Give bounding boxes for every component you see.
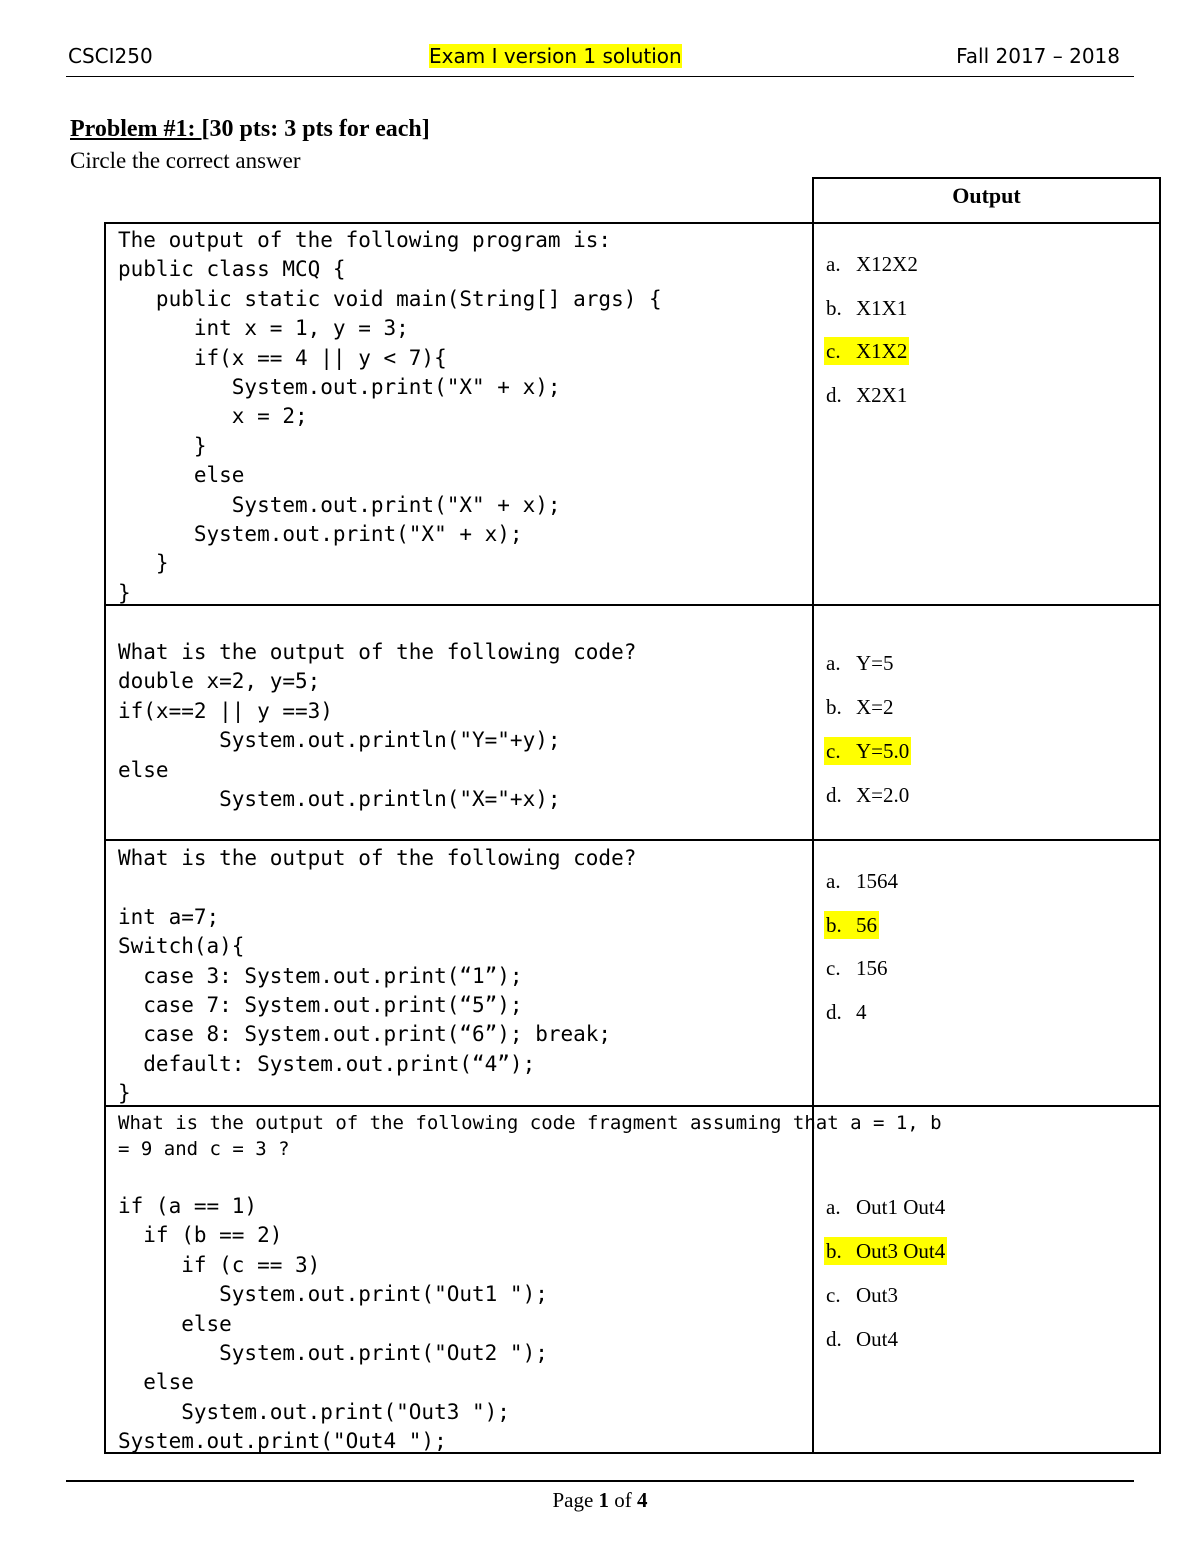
exam-title xyxy=(429,44,682,68)
option-c-correct[interactable]: c. Y=5.0 xyxy=(826,739,910,763)
option-b-correct[interactable]: b. 56 xyxy=(826,913,877,937)
term: Fall 2017 – 2018 xyxy=(956,44,1120,68)
option-c[interactable]: c. Out3 xyxy=(826,1283,898,1307)
option-c[interactable]: c. 156 xyxy=(826,956,888,980)
exam-title-text: Exam I version 1 solution xyxy=(429,44,682,68)
instruction: Circle the correct answer xyxy=(70,148,301,173)
option-d[interactable]: d. X2X1 xyxy=(826,383,908,407)
question-2-options xyxy=(812,604,1161,841)
output-header-label: Output xyxy=(952,183,1021,208)
question-4-code: if (a == 1) if (b == 2) if (c == 3) System.out.print("Out1 "); else System.out.print("Out2 "); else System.out.print("Out3 "); System.out.print("Out4 "); xyxy=(118,1194,548,1454)
question-4-prompt: What is the output of the following code fragment assuming that a = 1, b = 9 and c = 3 ? xyxy=(118,1112,942,1160)
question-1-options xyxy=(812,222,1161,606)
option-d[interactable]: d. X=2.0 xyxy=(826,783,910,807)
option-b[interactable]: b. X1X1 xyxy=(826,296,908,320)
question-2-code: What is the output of the following code? double x=2, y=5; if(x==2 || y ==3) System.out.println("Y="+y); else System.out.println("X="+x); xyxy=(118,640,637,812)
option-b[interactable]: b. X=2 xyxy=(826,695,894,719)
option-d[interactable]: d. 4 xyxy=(826,1000,867,1024)
course-code: CSCI250 xyxy=(68,44,153,68)
option-a[interactable]: a. 1564 xyxy=(826,869,898,893)
option-a[interactable]: a. Y=5 xyxy=(826,651,894,675)
option-a[interactable]: a. Out1 Out4 xyxy=(826,1195,946,1219)
header-divider xyxy=(66,76,1134,77)
option-d[interactable]: d. Out4 xyxy=(826,1327,898,1351)
question-1-code: The output of the following program is: public class MCQ { public static void main(String[] args) { int x = 1, y = 3; if(x == 4 || y < 7){ System.out.print("X" + x); x = 2; } else System.out.print("X" + x); System.out.print("X" + x); } } xyxy=(118,228,662,605)
problem-points: [30 pts: 3 pts for each] xyxy=(201,116,430,142)
output-column-header xyxy=(812,177,1161,224)
question-3-cell xyxy=(104,839,813,1107)
question-2-cell xyxy=(104,604,813,841)
problem-title xyxy=(70,116,430,143)
option-c-correct[interactable]: c. X1X2 xyxy=(826,339,908,363)
question-3-code: What is the output of the following code? int a=7; Switch(a){ case 3: System.out.print(“1”); case 7: System.out.print(“5”); case 8: System.out.print(“6”); break; default: System.out.print(“4”); } xyxy=(118,846,637,1106)
page-number: Page 1 of 4 xyxy=(552,1488,648,1512)
problem-label: Problem #1: xyxy=(70,116,202,142)
question-3-options xyxy=(812,839,1161,1107)
footer-divider xyxy=(66,1480,1134,1482)
question-4-options xyxy=(812,1105,1161,1454)
question-1-cell xyxy=(104,222,813,606)
option-b-correct[interactable]: b. Out3 Out4 xyxy=(826,1239,946,1263)
option-a[interactable]: a. X12X2 xyxy=(826,252,918,276)
